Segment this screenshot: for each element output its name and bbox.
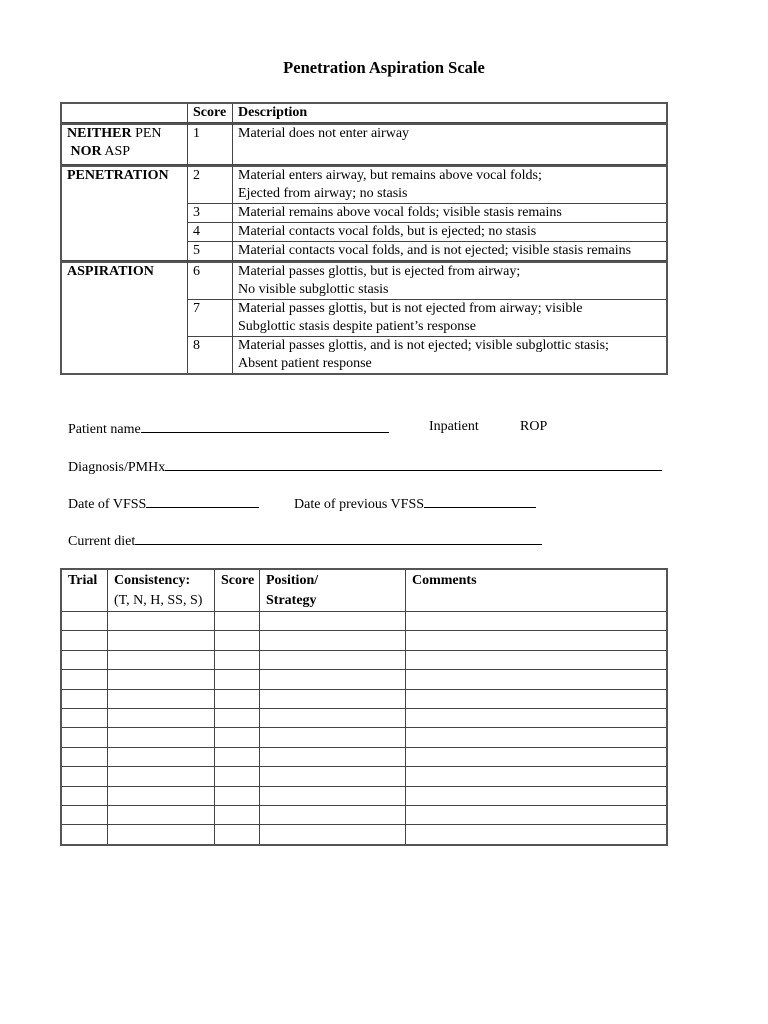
position-cell[interactable]	[260, 825, 406, 843]
comments-cell[interactable]	[406, 612, 666, 631]
score-cell: 1	[188, 123, 233, 165]
consistency-cell[interactable]	[108, 631, 215, 650]
table-row	[62, 728, 666, 747]
score-cell: 4	[188, 223, 233, 242]
table-row	[62, 767, 666, 786]
trial-cell[interactable]	[62, 631, 108, 650]
trial-cell[interactable]	[62, 806, 108, 825]
scale-header-row	[62, 104, 666, 123]
diagnosis-line	[68, 457, 662, 476]
trial-log-table	[60, 568, 668, 846]
date-prev-vfss-line	[294, 494, 536, 513]
consistency-cell[interactable]	[108, 767, 215, 786]
table-row	[62, 690, 666, 709]
consistency-cell[interactable]	[108, 690, 215, 709]
position-cell[interactable]	[260, 651, 406, 670]
trial-cell[interactable]	[62, 670, 108, 689]
score-cell[interactable]	[215, 825, 260, 843]
trial-cell[interactable]	[62, 651, 108, 670]
position-cell[interactable]	[260, 728, 406, 747]
score-cell: 6	[188, 261, 233, 300]
consistency-cell[interactable]	[108, 748, 215, 767]
score-cell[interactable]	[215, 748, 260, 767]
table-row	[62, 651, 666, 670]
table-row	[62, 612, 666, 631]
position-cell[interactable]	[260, 709, 406, 728]
trial-cell[interactable]	[62, 612, 108, 631]
consistency-cell[interactable]	[108, 728, 215, 747]
score-cell: 5	[188, 242, 233, 261]
position-cell[interactable]	[260, 612, 406, 631]
trial-cell[interactable]	[62, 728, 108, 747]
comments-cell[interactable]	[406, 690, 666, 709]
position-cell[interactable]	[260, 631, 406, 650]
trial-cell[interactable]	[62, 767, 108, 786]
score-cell: 2	[188, 165, 233, 204]
trial-cell[interactable]	[62, 709, 108, 728]
diagnosis-field[interactable]	[165, 457, 662, 471]
comments-header: Comments	[406, 570, 666, 612]
description-cell: Material does not enter airway	[233, 123, 666, 165]
position-cell[interactable]	[260, 670, 406, 689]
comments-cell[interactable]	[406, 651, 666, 670]
score-header: Score	[188, 104, 233, 123]
table-row	[62, 806, 666, 825]
comments-cell[interactable]	[406, 748, 666, 767]
consistency-cell[interactable]	[108, 787, 215, 806]
current-diet-label: Current diet	[68, 534, 136, 549]
trial-header: Trial	[62, 570, 108, 612]
score-header: Score	[215, 570, 260, 612]
category-penetration: PENETRATION	[62, 165, 188, 261]
category-aspiration: ASPIRATION	[62, 261, 188, 373]
table-row	[62, 631, 666, 650]
date-prev-vfss-label: Date of previous VFSS	[294, 497, 425, 512]
position-cell[interactable]	[260, 806, 406, 825]
consistency-cell[interactable]	[108, 825, 215, 843]
score-cell[interactable]	[215, 612, 260, 631]
score-cell: 7	[188, 300, 233, 337]
date-vfss-field[interactable]	[146, 494, 259, 508]
table-row	[62, 709, 666, 728]
description-header: Description	[233, 104, 666, 123]
comments-cell[interactable]	[406, 787, 666, 806]
score-cell[interactable]	[215, 767, 260, 786]
table-row	[62, 825, 666, 843]
score-cell[interactable]	[215, 787, 260, 806]
score-cell: 3	[188, 204, 233, 223]
consistency-cell[interactable]	[108, 612, 215, 631]
patient-name-field[interactable]	[141, 419, 389, 433]
table-row	[62, 787, 666, 806]
score-cell[interactable]	[215, 806, 260, 825]
score-cell[interactable]	[215, 651, 260, 670]
position-cell[interactable]	[260, 690, 406, 709]
position-cell[interactable]	[260, 787, 406, 806]
trial-header-row	[62, 570, 666, 612]
scale-row-6	[62, 261, 666, 300]
category-header	[62, 104, 188, 123]
consistency-cell[interactable]	[108, 651, 215, 670]
consistency-cell[interactable]	[108, 670, 215, 689]
table-row	[62, 748, 666, 767]
position-cell[interactable]	[260, 748, 406, 767]
comments-cell[interactable]	[406, 709, 666, 728]
score-cell[interactable]	[215, 709, 260, 728]
position-header: Position/ Strategy	[260, 570, 406, 612]
description-cell: Material passes glottis, but is not ejected from airway; visible Subglottic stasis despite patient’s response	[233, 300, 666, 337]
score-cell[interactable]	[215, 631, 260, 650]
consistency-header: Consistency: (T, N, H, SS, S)	[108, 570, 215, 612]
comments-cell[interactable]	[406, 670, 666, 689]
comments-cell[interactable]	[406, 767, 666, 786]
trial-cell[interactable]	[62, 787, 108, 806]
trial-cell[interactable]	[62, 825, 108, 843]
diagnosis-label: Diagnosis/PMHx	[68, 460, 166, 475]
inpatient-option[interactable]: Inpatient	[429, 419, 479, 434]
score-cell[interactable]	[215, 728, 260, 747]
description-cell: Material contacts vocal folds, but is ejected; no stasis	[233, 223, 666, 242]
date-vfss-label: Date of VFSS	[68, 497, 147, 512]
consistency-cell[interactable]	[108, 806, 215, 825]
date-vfss-line	[68, 494, 259, 513]
comments-cell[interactable]	[406, 825, 666, 843]
description-cell: Material remains above vocal folds; visible stasis remains	[233, 204, 666, 223]
page-title: Penetration Aspiration Scale	[283, 58, 485, 77]
scale-row-2	[62, 165, 666, 204]
score-cell: 8	[188, 337, 233, 373]
current-diet-line	[68, 531, 542, 550]
description-cell: Material enters airway, but remains above vocal folds; Ejected from airway; no stasis	[233, 165, 666, 204]
comments-cell[interactable]	[406, 631, 666, 650]
scale-row-1	[62, 123, 666, 165]
trial-cell[interactable]	[62, 690, 108, 709]
description-cell: Material passes glottis, and is not ejected; visible subglottic stasis; Absent patient response	[238, 338, 609, 371]
patient-name-line	[68, 419, 389, 438]
consistency-cell[interactable]	[108, 709, 215, 728]
date-prev-vfss-field[interactable]	[424, 494, 536, 508]
rop-option[interactable]: ROP	[520, 419, 548, 434]
patient-name-label: Patient name	[68, 422, 141, 437]
comments-cell[interactable]	[406, 806, 666, 825]
trial-rows	[62, 612, 666, 844]
description-cell: Material passes glottis, but is ejected from airway; No visible subglottic stasis	[233, 261, 666, 300]
penetration-aspiration-scale-table	[60, 102, 668, 375]
category-neither: NEITHER PEN NOR ASP	[62, 123, 188, 165]
current-diet-field[interactable]	[135, 531, 542, 545]
position-cell[interactable]	[260, 767, 406, 786]
description-cell: Material contacts vocal folds, and is not ejected; visible stasis remains	[233, 242, 666, 261]
table-row	[62, 670, 666, 689]
trial-cell[interactable]	[62, 748, 108, 767]
comments-cell[interactable]	[406, 728, 666, 747]
score-cell[interactable]	[215, 670, 260, 689]
score-cell[interactable]	[215, 690, 260, 709]
